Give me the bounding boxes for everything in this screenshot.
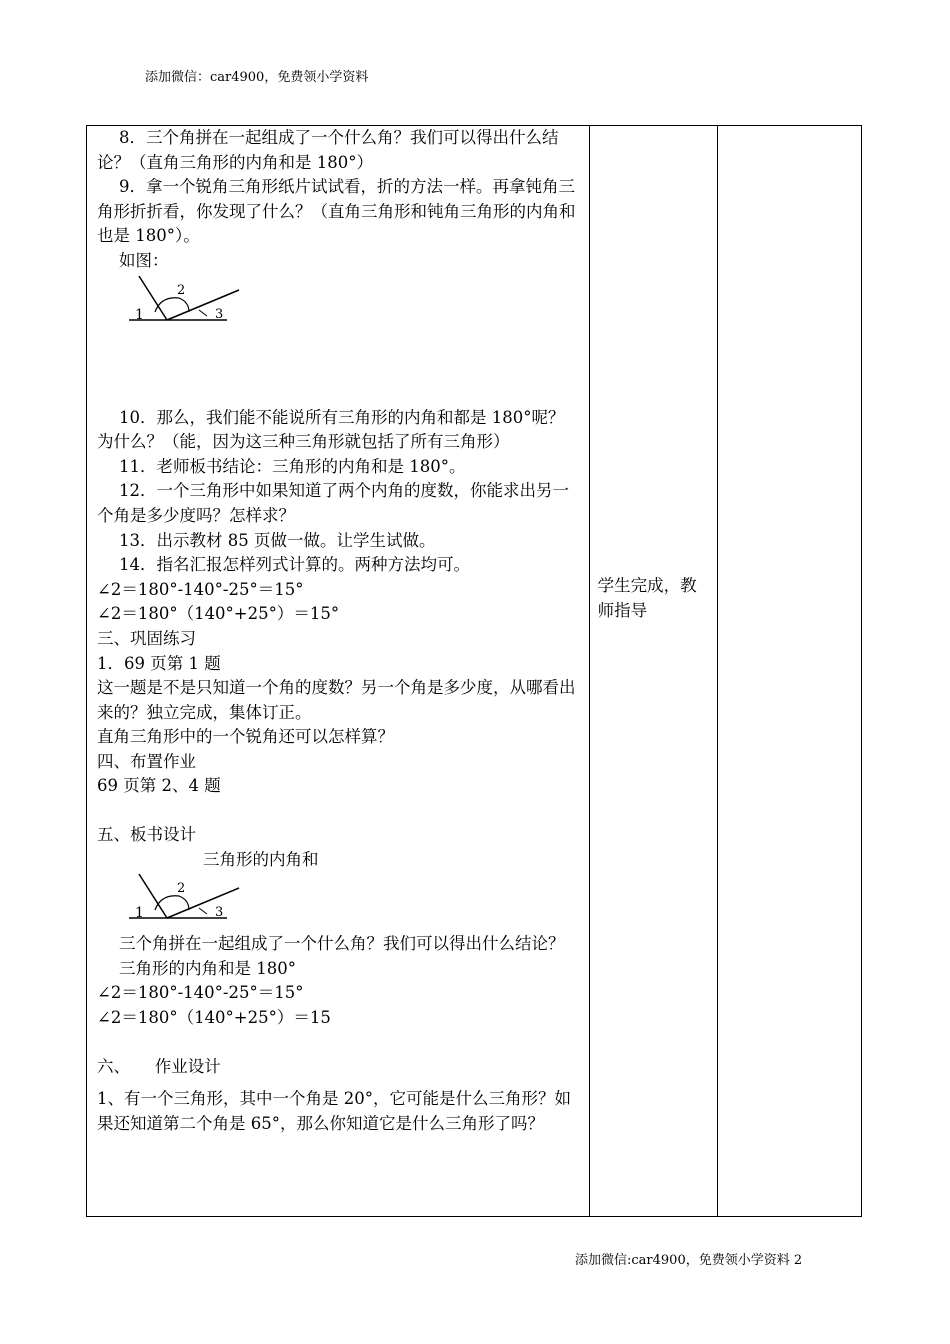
section-5-heading: 五、板书设计 xyxy=(97,825,196,845)
lesson-table xyxy=(86,125,862,1217)
board-equation-2: ∠2＝180°（140°+25°）＝15 xyxy=(97,1008,331,1028)
board-equation-1: ∠2＝180°-140°-25°＝15° xyxy=(97,983,304,1003)
step-11: 11．老师板书结论：三角形的内角和是 180°。 xyxy=(119,456,466,476)
footer-note: 添加微信:car4900，免费领小学资料 2 xyxy=(575,1253,803,1268)
angle-label-1: 1 xyxy=(135,905,144,922)
angle-label-3: 3 xyxy=(215,306,224,322)
equation-1: ∠2＝180°-140°-25°＝15° xyxy=(97,579,304,599)
homework-question: 1、有一个三角形，其中一个角是 20°，它可能是什么三角形？如果还知道第二个角是 65°，那么你知道它是什么三角形了吗？ xyxy=(97,1089,571,1133)
step-14: 14．指名汇报怎样列式计算的。两种方法均可。 xyxy=(119,555,470,575)
board-conclusion: 三角形的内角和是 180° xyxy=(119,958,296,978)
step-13: 13．出示教材 85 页做一做。让学生试做。 xyxy=(119,530,436,550)
equation-2: ∠2＝180°（140°+25°）＝15° xyxy=(97,604,340,624)
angle-label-2: 2 xyxy=(177,881,186,897)
figure-caption: 如图： xyxy=(119,250,169,270)
activity-cell xyxy=(589,126,717,1217)
exercise-question: 这一题是不是只知道一个角的度数？另一个角是多少度，从哪看出来的？独立完成，集体订正。 xyxy=(97,678,576,722)
board-question: 三个角拼在一起组成了一个什么角？我们可以得出什么结论？ xyxy=(119,934,565,954)
board-title: 三角形的内角和 xyxy=(203,849,319,869)
angle-diagram-2 xyxy=(127,872,247,924)
exercise-followup: 直角三角形中的一个锐角还可以怎样算？ xyxy=(97,727,394,747)
section-4-heading: 四、布置作业 xyxy=(97,751,196,771)
step-12: 12．一个三角形中如果知道了两个内角的度数，你能求出另一个角是多少度吗？怎样求？ xyxy=(97,481,569,525)
angle-label-1: 1 xyxy=(135,306,144,323)
section-6-heading: 六、 作业设计 xyxy=(97,1056,221,1076)
remarks-cell xyxy=(717,126,861,1217)
step-10: 10．那么，我们能不能说所有三角形的内角和都是 180°呢？为什么？（能，因为这三种三角形就包括了所有三角形） xyxy=(97,407,565,452)
process-cell xyxy=(87,126,590,1217)
process-content xyxy=(87,126,589,1136)
step-8: 8．三个角拼在一起组成了一个什么角？我们可以得出什么结论？（直角三角形的内角和是 180°） xyxy=(97,128,559,172)
activity-note: 学生完成，教师指导 xyxy=(597,576,697,620)
angle-diagram-1 xyxy=(127,274,247,326)
section-3-heading: 三、巩固练习 xyxy=(97,628,196,648)
homework-pages: 69 页第 2、4 题 xyxy=(97,776,221,796)
header-note: 添加微信：car4900，免费领小学资料 xyxy=(145,70,369,85)
angle-label-2: 2 xyxy=(177,282,186,298)
angle-label-3: 3 xyxy=(215,905,224,921)
exercise-1: 1．69 页第 1 题 xyxy=(97,653,221,673)
step-9: 9．拿一个锐角三角形纸片试试看，折的方法一样。再拿钝角三角形折折看，你发现了什么？（直角三角形和钝角三角形的内角和也是 180°）。 xyxy=(97,177,576,246)
